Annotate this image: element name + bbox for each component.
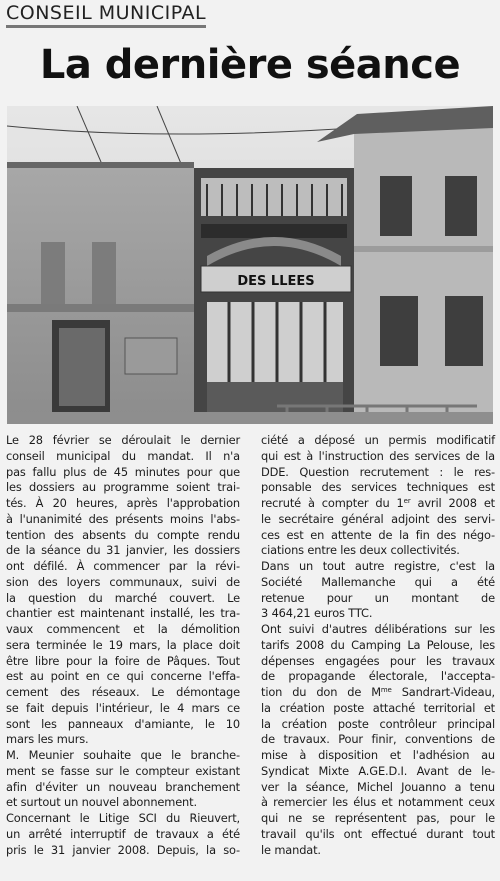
text-line: se fait depuis l'intérieur, le 4 mars ce (6, 700, 240, 715)
paragraph (6, 811, 240, 858)
text-line: les dossiers au programme soient trai- (6, 480, 240, 495)
text-line: ment se fasse sur le compteur existant (6, 763, 240, 778)
text-line: Société Mallemanche qui a été (261, 574, 495, 589)
text-line: ver la séance, Michel Jouanno a tenu (261, 779, 495, 794)
text-line: de propagande électorale, l'accepta- (261, 669, 495, 684)
text-line: la création poste attaché territorial et (261, 700, 495, 715)
article-column-right (261, 433, 495, 858)
text-line: ciations entre les deux collectivités. (261, 543, 460, 558)
text-line: de travaux. Pour finir, conventions de (261, 732, 495, 747)
text-line: afin d'éviter un nouveau branchement (6, 779, 240, 794)
text-line: tion du don de $M^{me}$ Sandrart-Videau, (261, 685, 495, 699)
text-line: chantier est maintenant installé, les tra- (6, 606, 240, 621)
text-line: pas fallu plus de 45 minutes pour que (6, 464, 240, 479)
text-line: est au point en ce qui concerne l'effa- (6, 669, 240, 684)
text-line: qui est à l'instruction des services de la (261, 448, 495, 463)
text-line: 3 464,21 euros TTC. (261, 606, 373, 621)
text-line: ont défilé. À commencer par la révi- (6, 559, 240, 573)
text-line: la création poste contrôleur principal (261, 716, 495, 731)
text-line: M. Meunier souhaite que le branche- (6, 748, 240, 762)
text-line: sont les panneaux d'amiante, le 10 (6, 716, 240, 731)
text-line: tarifs 2008 du Camping La Pelouse, les (261, 637, 495, 652)
text-line: recruté à compter du 1er avril 2008 et (261, 496, 495, 510)
text-line: Dans un tout autre registre, c'est la (261, 559, 495, 573)
text-line: retenue pour un montant de (261, 590, 495, 605)
text-line: la question du marché couvert. Le (6, 590, 240, 605)
paragraph (6, 433, 240, 748)
text-line: le secrétaire général adjoint des servi- (261, 511, 495, 526)
paragraph (261, 559, 495, 622)
text-line: à l'unanimité des présents moins l'abs- (6, 511, 240, 526)
text-line: Ont suivi d'autres délibérations sur les (261, 622, 495, 636)
text-line: et surtout un nouvel abonnement. (6, 795, 197, 810)
paragraph (261, 433, 495, 559)
text-line: cement des réseaux. Le démontage (6, 685, 240, 699)
text-line: ponsable des services techniques est (261, 480, 495, 495)
text-line: un arrêté interruptif de travaux a été (6, 826, 240, 841)
text-line: ces est en attente de la fin des négo- (261, 527, 495, 542)
text-line: ciété a déposé un permis modificatif (261, 433, 495, 447)
text-line: à remercier les élus et notamment ceux (261, 795, 495, 810)
text-line: DDE. Question recrutement : le res- (261, 464, 495, 479)
text-line: le mandat. (261, 842, 321, 857)
headline: La dernière séance (39, 42, 461, 88)
text-line: sera terminée le 19 mars, la place doit (6, 637, 240, 652)
text-line: de la séance du 31 janvier, les dossiers (6, 543, 240, 558)
section-label: CONSEIL MUNICIPAL (6, 2, 206, 28)
text-line: être libre pour la foire de Pâques. Tout (6, 653, 240, 668)
text-line: Concernant le Litige SCI du Rieuvert, (6, 811, 240, 825)
text-line: travail qu'ils ont effectué durant tout (261, 826, 495, 841)
text-line: vaux commencent et la démolition (6, 622, 240, 636)
paragraph (261, 622, 495, 858)
storefront-sign: DES LLEES (237, 274, 315, 289)
text-line: Le 28 février se déroulait le dernier (6, 433, 240, 447)
text-line: mise à disposition et l'adhésion au (261, 748, 495, 762)
text-line: qui ne se représentent pas, pour le (261, 811, 495, 825)
text-line: conseil municipal du mandat. Il n'a (6, 448, 240, 463)
paragraph (6, 748, 240, 811)
text-line: pris le 31 janvier 2008. Depuis, la so- (6, 842, 240, 857)
text-line: tention des absents du compte rendu (6, 527, 240, 542)
storefront-photo-illustration (7, 106, 493, 424)
text-line: sion des loyers communaux, suivi de (6, 574, 240, 589)
text-line: mars les murs. (6, 732, 89, 747)
text-line: dépenses engagées pour les travaux (261, 653, 495, 668)
article-column-left (6, 433, 240, 858)
text-line: tés. À 20 heures, après l'approbation (6, 496, 240, 510)
article-photo (7, 106, 493, 424)
text-line: Syndicat Mixte A.GE.D.I. Avant de le- (261, 763, 495, 778)
